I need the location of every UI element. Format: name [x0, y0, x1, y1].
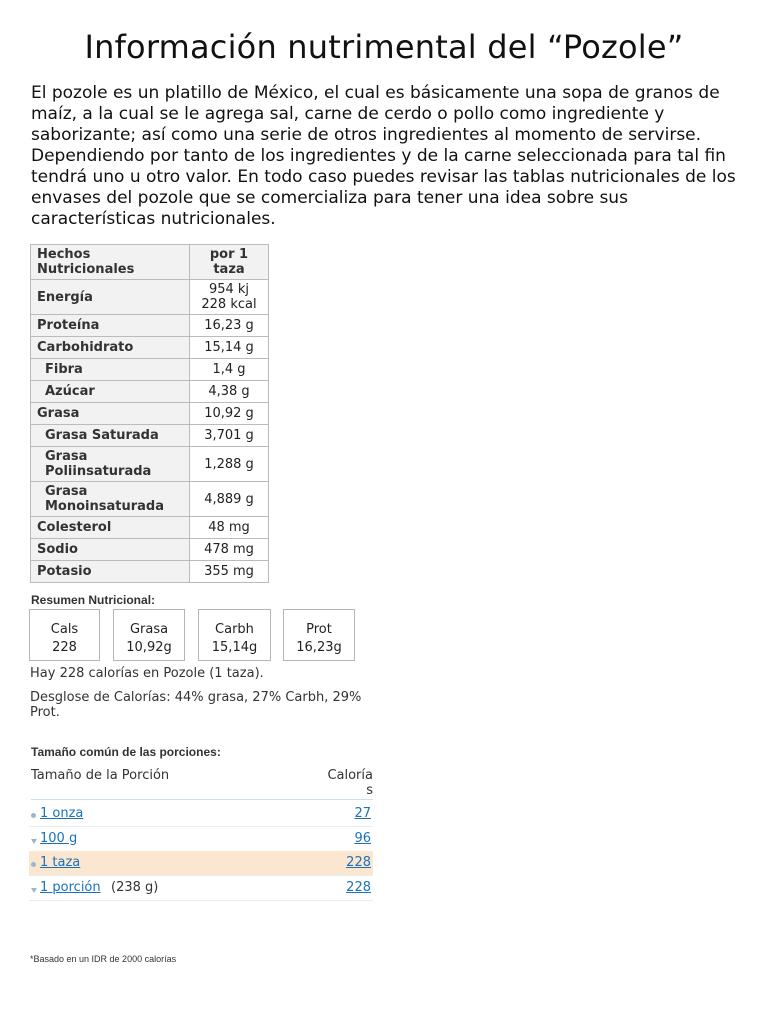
facts-row-value: 478 mg [190, 539, 269, 561]
summary-title: Resumen Nutricional: [31, 593, 156, 607]
summary-box-value: 16,23g [296, 640, 342, 655]
dot-icon [31, 813, 36, 818]
page-title: Información nutrimental del “Pozole” [84, 28, 684, 66]
summary-box-calories [29, 609, 100, 661]
dot-icon [31, 862, 36, 867]
facts-row-value: 15,14 g [190, 337, 269, 359]
portion-link[interactable]: 1 onza [40, 806, 84, 821]
portion-calories-link[interactable]: 228 [346, 855, 371, 870]
energy-row [31, 280, 269, 315]
summary-box-label: Carbh [215, 622, 254, 637]
summary-box-value: 10,92g [126, 640, 172, 655]
facts-row-value: 48 mg [190, 517, 269, 539]
energy-value [190, 280, 269, 315]
facts-row [31, 337, 269, 359]
facts-header-label: Hechos Nutricionales [31, 245, 190, 280]
facts-row-label: Colesterol [31, 517, 190, 539]
facts-row-label: Potasio [31, 561, 190, 583]
nutrition-facts-table [30, 244, 269, 583]
facts-row [31, 359, 269, 381]
summary-box-value: 228 [52, 640, 77, 655]
summary-box-value: 15,14g [211, 640, 258, 655]
energy-label: Energía [31, 280, 190, 315]
summary-box-protein [283, 609, 355, 661]
portion-link[interactable]: 1 porción [40, 880, 101, 895]
portion-row [29, 876, 373, 901]
facts-row-label: Sodio [31, 539, 190, 561]
portion-extra: (238 g) [111, 880, 159, 895]
facts-row-label: Grasa [31, 403, 190, 425]
portions-header [31, 767, 373, 800]
calories-note: Hay 228 calorías en Pozole (1 taza). [30, 666, 264, 681]
facts-row [31, 425, 269, 447]
intro-paragraph: El pozole es un platillo de México, el cual es básicamente una sopa de granos de maíz, a la cual se le agrega sal, carne de cerdo o pollo como ingrediente y saborizante; así como una serie de otros ingredientes al momento de servirse. Dependiendo por tanto de los ingredientes y de la carne seleccionada para tal fin tendrá uno u otro valor. En todo caso puedes revisar las tablas nutricionales de los envases del pozole que se comercializa para tener una idea sobre sus características nutricionales. [31, 83, 736, 229]
portion-row [29, 802, 373, 827]
facts-row [31, 403, 269, 425]
facts-row-label: Grasa Poliinsaturada [31, 447, 190, 482]
facts-row [31, 482, 269, 517]
facts-row-label: Carbohidrato [31, 337, 190, 359]
portions-col-calories: Calorías [327, 768, 373, 798]
portion-row-highlighted [29, 851, 373, 876]
energy-kj: 954 kj [208, 282, 250, 297]
portion-link[interactable]: 100 g [40, 831, 78, 846]
portion-calories-link[interactable]: 228 [346, 880, 371, 895]
facts-row-value: 1,288 g [190, 447, 269, 482]
summary-box-label: Grasa [129, 622, 169, 637]
portion-row [29, 827, 373, 852]
portion-calories-link[interactable]: 96 [354, 831, 371, 846]
facts-row [31, 315, 269, 337]
summary-box-carbs [198, 609, 271, 661]
triangle-icon [31, 839, 37, 844]
facts-row [31, 539, 269, 561]
facts-row-value: 3,701 g [190, 425, 269, 447]
summary-box-fat [113, 609, 185, 661]
facts-row-value: 1,4 g [190, 359, 269, 381]
summary-box-label: Cals [50, 622, 79, 637]
portion-link[interactable]: 1 taza [40, 855, 81, 870]
facts-header-row [31, 245, 269, 280]
facts-row-value: 4,38 g [190, 381, 269, 403]
facts-row [31, 561, 269, 583]
facts-row [31, 447, 269, 482]
portions-col-size: Tamaño de la Porción [31, 768, 170, 783]
facts-row [31, 517, 269, 539]
facts-row-value: 16,23 g [190, 315, 269, 337]
portions-title: Tamaño común de las porciones: [31, 745, 221, 759]
facts-row-value: 10,92 g [190, 403, 269, 425]
facts-row-label: Grasa Monoinsaturada [31, 482, 190, 517]
facts-row-label: Proteína [31, 315, 190, 337]
facts-row-label: Grasa Saturada [31, 425, 190, 447]
facts-row-label: Fibra [31, 359, 190, 381]
portion-calories-link[interactable]: 27 [354, 806, 371, 821]
facts-header-value: por 1 taza [190, 245, 269, 280]
triangle-icon [31, 888, 37, 893]
breakdown-note: Desglose de Calorías: 44% grasa, 27% Carbh, 29% Prot. [30, 690, 362, 720]
facts-row-label: Azúcar [31, 381, 190, 403]
facts-row-value: 4,889 g [190, 482, 269, 517]
facts-row [31, 381, 269, 403]
facts-row-value: 355 mg [190, 561, 269, 583]
summary-box-label: Prot [306, 622, 332, 637]
energy-kcal: 228 kcal [201, 297, 257, 312]
footnote: *Basado en un IDR de 2000 calorías [30, 954, 177, 964]
